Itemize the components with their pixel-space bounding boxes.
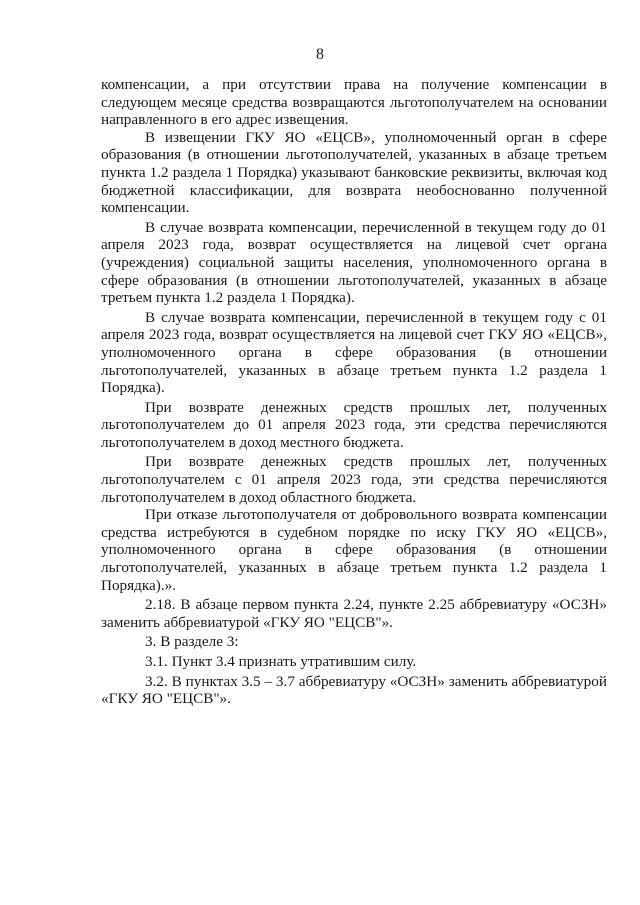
paragraph-6: При возврате денежных средств прошлых лет, полученных льготополучателем с 01 апреля 2023 года, эти средства перечисляются льготополучателем в доход областного бюджета.	[101, 453, 607, 506]
paragraph-11: 3.2. В пунктах 3.5 – 3.7 аббревиатуру «ОСЗН» заменить аббревиатурой «ГКУ ЯО "ЕЦСВ"».	[101, 672, 607, 708]
paragraph-4: В случае возврата компенсации, перечисленной в текущем году с 01 апреля 2023 года, возврат осуществляется на лицевой счет ГКУ ЯО «ЕЦСВ», уполномоченного органа в сфере образования (в отношении льготополучателей, указанных в абзаце третьем пункта 1.2 раздела 1 Порядка).	[101, 308, 607, 397]
paragraph-7: При отказе льготополучателя от добровольного возврата компенсации средства истребуются в судебном порядке по иску ГКУ ЯО «ЕЦСВ», уполномоченного органа в сфере образования (в отношении льготополучателей, указанных в абзаце третьем пункта 1.2 раздела 1 Порядка).».	[101, 506, 607, 594]
document-body	[101, 76, 607, 708]
paragraph-2: В извещении ГКУ ЯО «ЕЦСВ», уполномоченный орган в сфере образования (в отношении льготополучателей, указанных в абзаце третьем пункта 1.2 раздела 1 Порядка) указывают банковские реквизиты, включая код бюджетной классификации, для возврата необоснованно полученной компенсации.	[101, 128, 607, 217]
paragraph-9: 3. В разделе 3:	[145, 633, 239, 651]
paragraph-3: В случае возврата компенсации, перечисленной в текущем году до 01 апреля 2023 года, возврат осуществляется на лицевой счет органа (учреждения) социальной защиты населения, уполномоченного органа в сфере образования (в отношении льготополучателей, указанных в абзаце третьем пункта 1.2 раздела 1 Порядка).	[101, 218, 607, 307]
page-number: 8	[316, 46, 324, 63]
paragraph-1: компенсации, а при отсутствии права на получение компенсации в следующем месяце средства возвращаются льготополучателем на основании направленного в его адрес извещения.	[101, 76, 607, 129]
paragraph-10: 3.1. Пункт 3.4 признать утратившим силу.	[145, 653, 417, 670]
paragraph-8: 2.18. В абзаце первом пункта 2.24, пункте 2.25 аббревиатуру «ОСЗН» заменить аббревиатурой «ГКУ ЯО "ЕЦСВ"».	[101, 596, 607, 631]
paragraph-5: При возврате денежных средств прошлых лет, полученных льготополучателем до 01 апреля 2023 года, эти средства перечисляются льготополучателем в доход местного бюджета.	[101, 398, 607, 451]
